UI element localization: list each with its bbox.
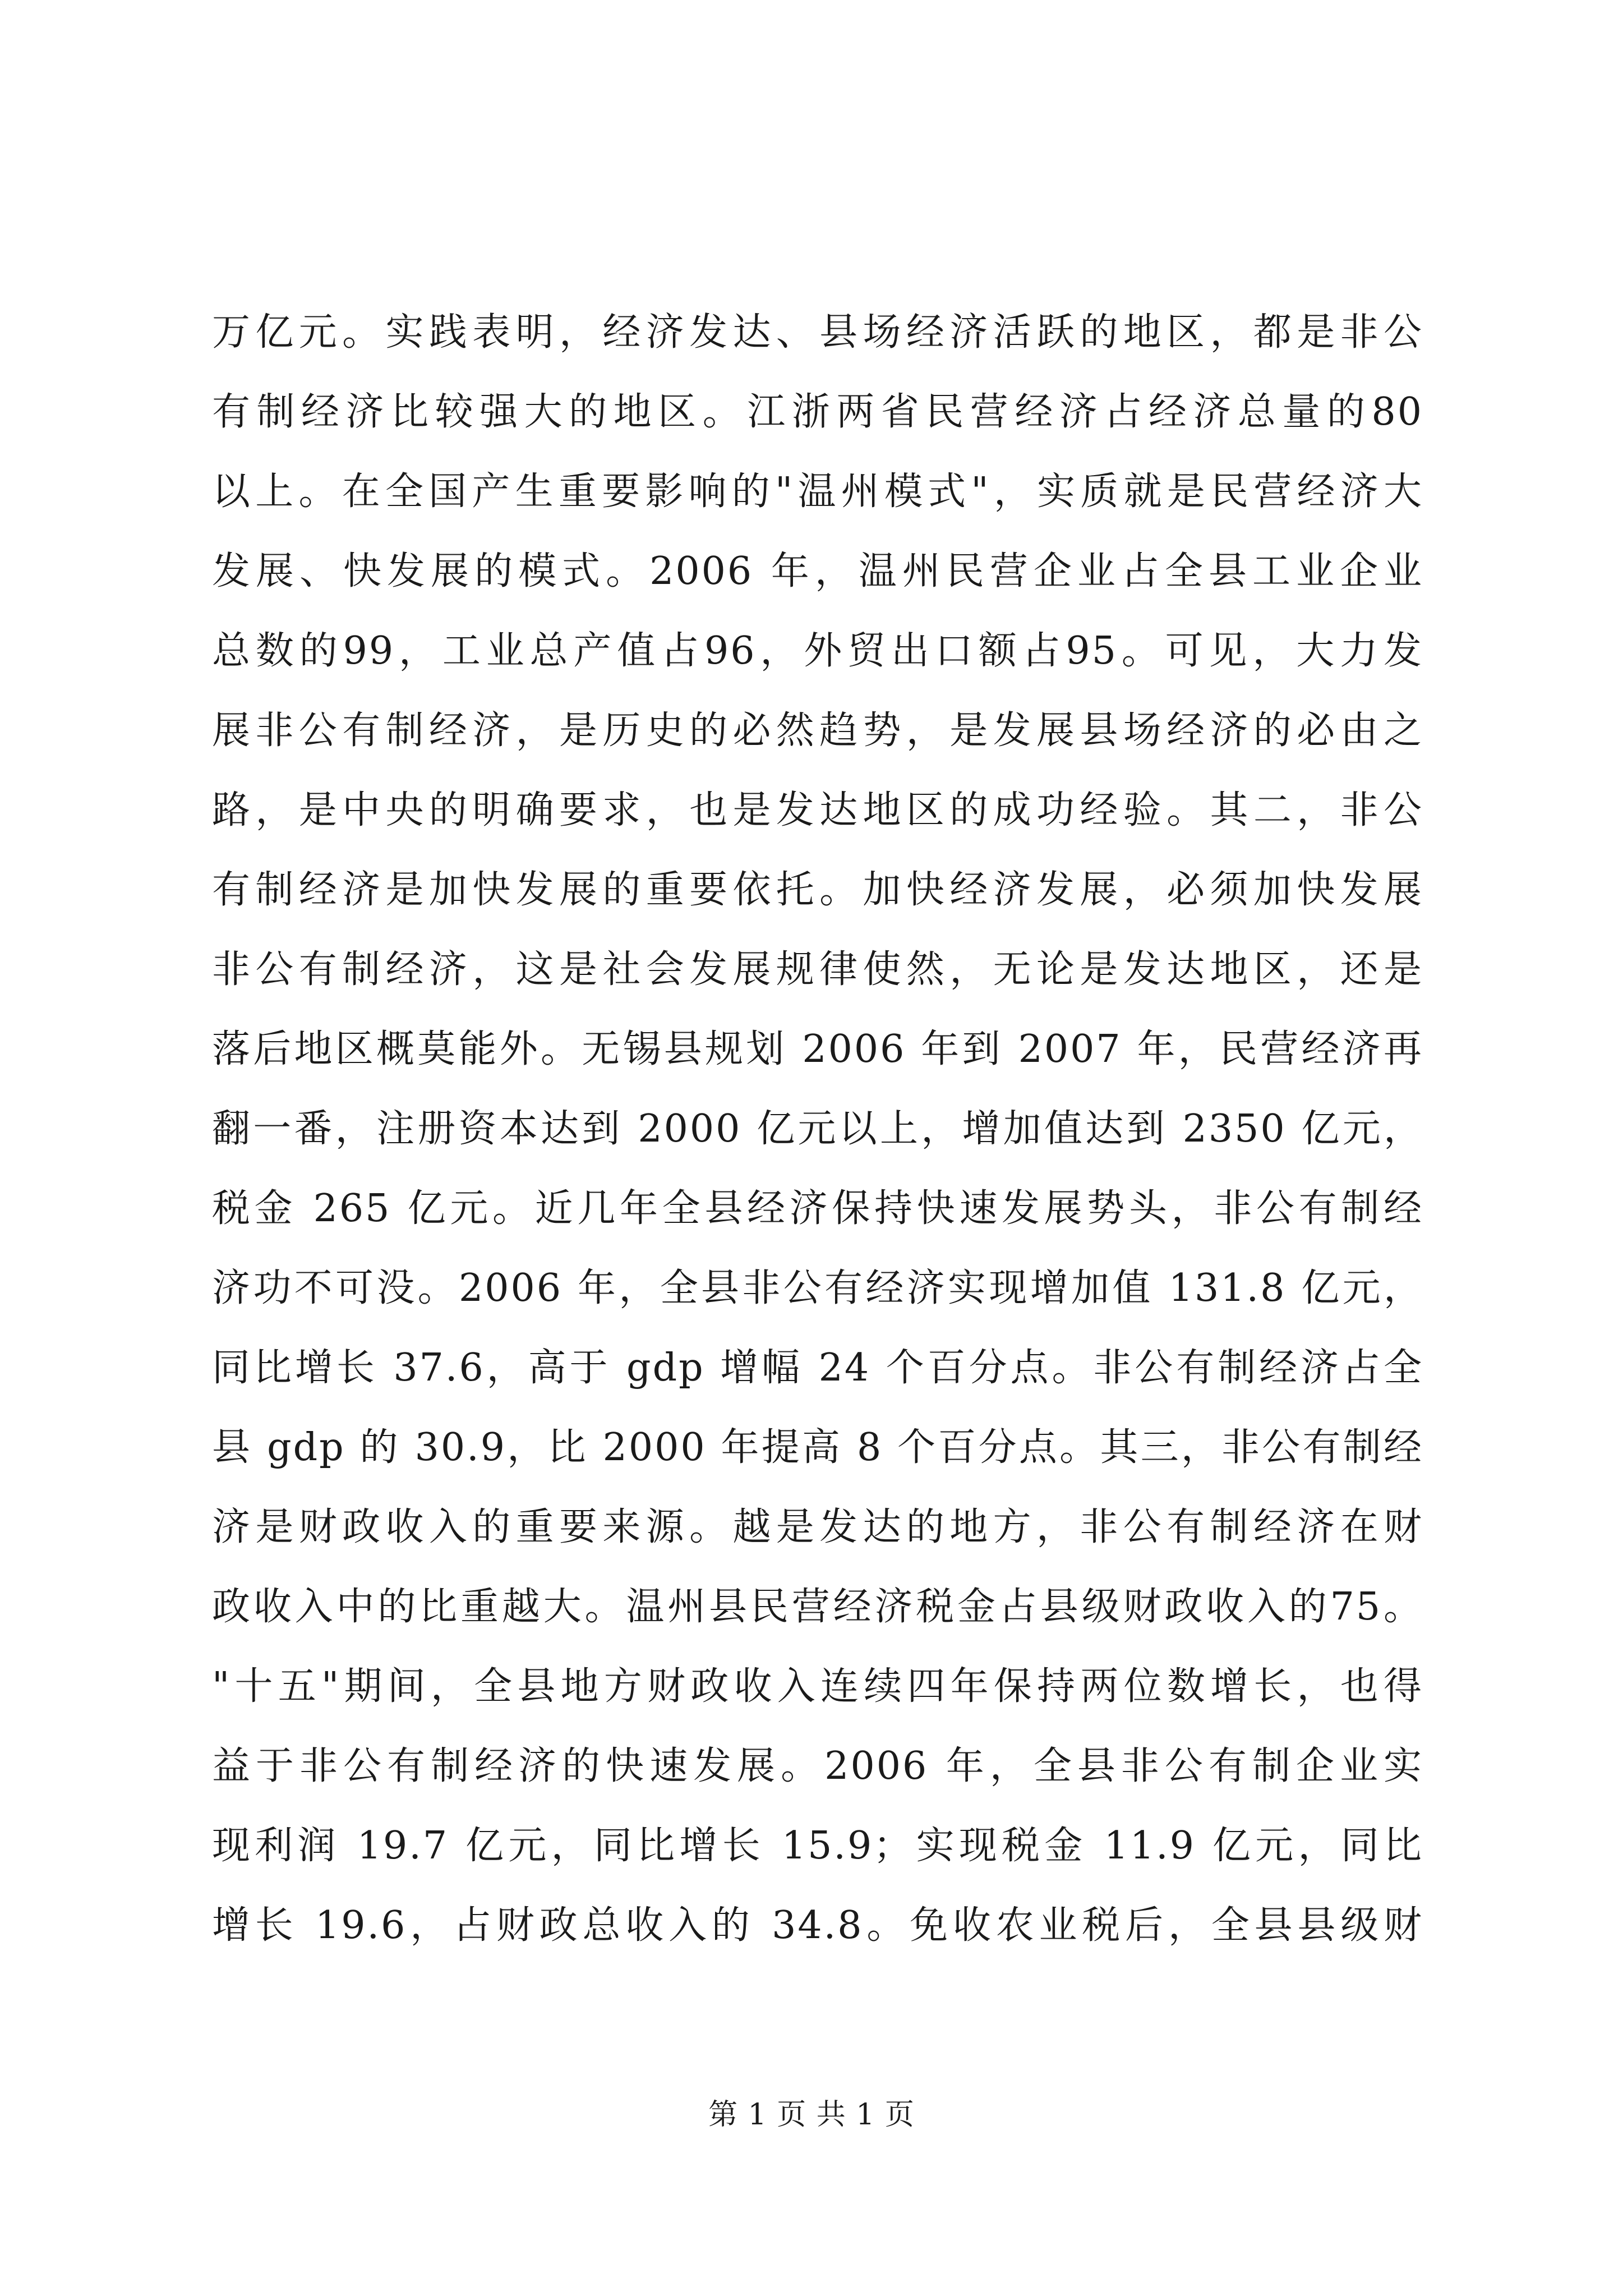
text-line: 政收入中的比重越大。温州县民营经济税金占县级财政收入的75。	[212, 1585, 1423, 1629]
text-line: 同比增长 37.6，高于 gdp 增幅 24 个百分点。非公有制经济占全	[212, 1346, 1423, 1390]
text-line: 万亿元。实践表明，经济发达、县场经济活跃的地区，都是非公	[212, 310, 1423, 355]
text-line: 落后地区概莫能外。无锡县规划 2006 年到 2007 年，民营经济再	[212, 1027, 1423, 1071]
text-line: 现利润 19.7 亿元，同比增长 15.9；实现税金 11.9 亿元，同比	[212, 1824, 1423, 1868]
text-line: 有制经济比较强大的地区。江浙两省民营经济占经济总量的80	[212, 390, 1423, 434]
text-line: 展非公有制经济，是历史的必然趋势，是发展县场经济的必由之	[212, 708, 1423, 753]
page-number-footer: 第 1 页 共 1 页	[708, 2098, 915, 2132]
text-line: 非公有制经济，这是社会发展规律使然，无论是发达地区，还是	[212, 947, 1423, 992]
text-line: 发展、快发展的模式。2006 年，温州民营企业占全县工业企业	[212, 549, 1423, 593]
text-line: 益于非公有制经济的快速发展。2006 年，全县非公有制企业实	[212, 1744, 1423, 1788]
text-line: 以上。在全国产生重要影响的"温州模式"，实质就是民营经济大	[212, 470, 1423, 514]
text-line: 总数的99，工业总产值占96，外贸出口额占95。可见，大力发	[212, 629, 1423, 673]
text-line: 有制经济是加快发展的重要依托。加快经济发展，必须加快发展	[212, 868, 1423, 912]
body-paragraph	[212, 293, 1423, 1966]
text-line: 增长 19.6，占财政总收入的 34.8。免收农业税后，全县县级财	[212, 1903, 1423, 1948]
text-line: 路，是中央的明确要求，也是发达地区的成功经验。其二，非公	[212, 788, 1423, 832]
text-line: 税金 265 亿元。近几年全县经济保持快速发展势头，非公有制经	[212, 1186, 1423, 1231]
text-line: 翻一番，注册资本达到 2000 亿元以上，增加值达到 2350 亿元，	[212, 1107, 1423, 1151]
text-line: 县 gdp 的 30.9，比 2000 年提高 8 个百分点。其三，非公有制经	[212, 1425, 1423, 1470]
text-line: 济功不可没。2006 年，全县非公有经济实现增加值 131.8 亿元，	[212, 1266, 1423, 1310]
text-line: 济是财政收入的重要来源。越是发达的地方，非公有制经济在财	[212, 1505, 1423, 1549]
text-line: "十五"期间，全县地方财政收入连续四年保持两位数增长，也得	[212, 1664, 1423, 1709]
